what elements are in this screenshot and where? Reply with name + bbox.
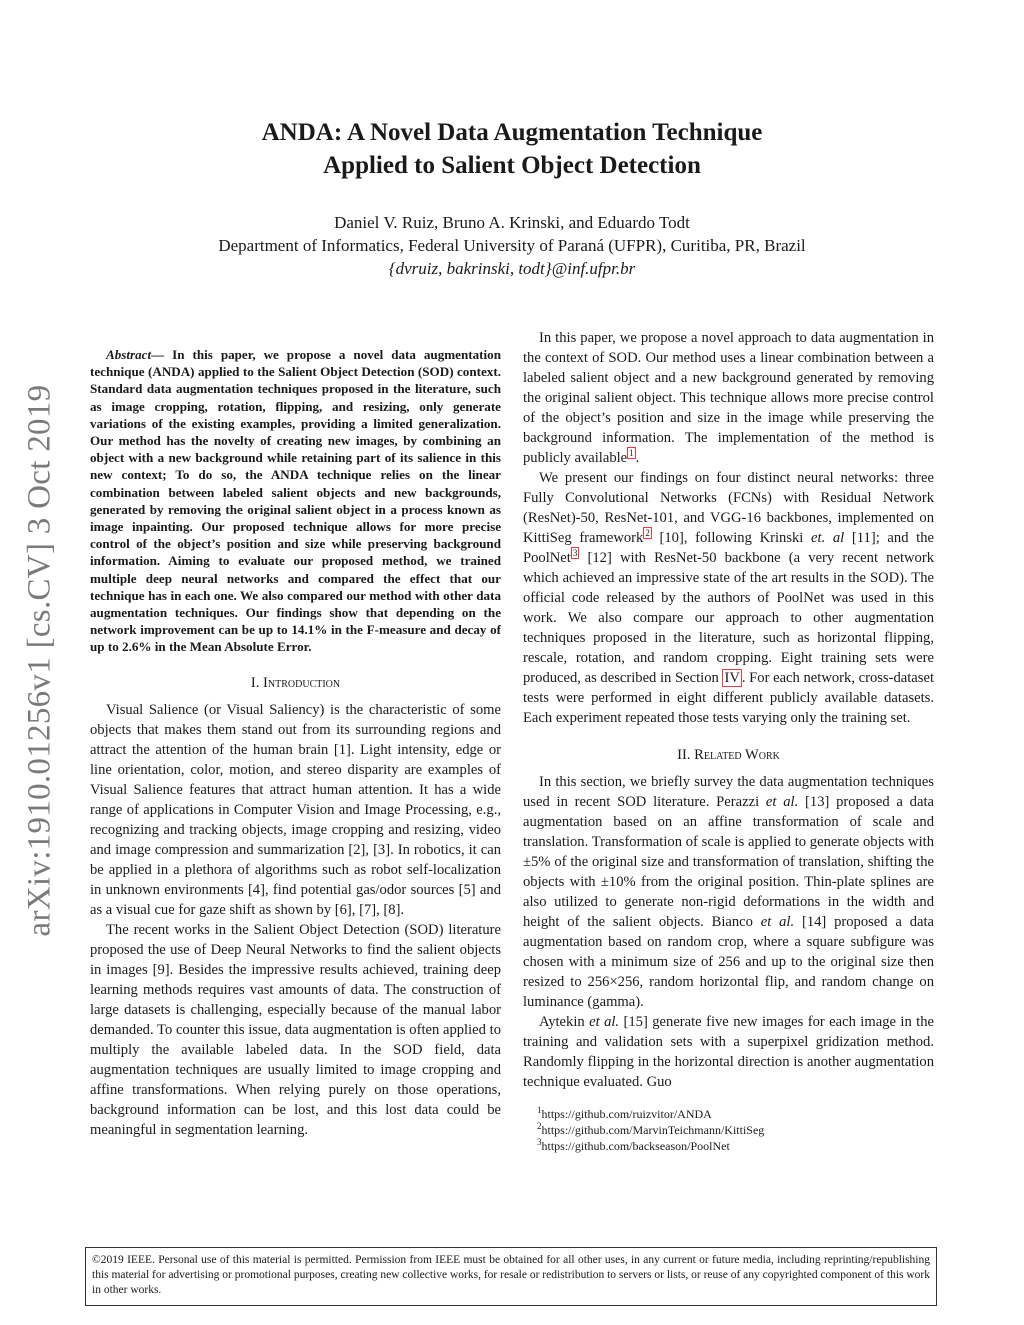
paper-title [120,116,904,182]
section-1-title: Introduction [263,674,341,691]
title-line-1: ANDA: A Novel Data Augmentation Technique [261,119,763,146]
section-1-numeral: I. [250,674,260,691]
author-emails: {dvruiz, bakrinski, todt}@inf.ufpr.br [388,259,636,278]
related-etal-3: et al. [589,1014,620,1030]
intro-paragraph-4-text-b: [10], following Krinski [651,530,812,546]
footnote-3-number: 3 [537,1137,542,1147]
copyright-notice: ©2019 IEEE. Personal use of this material is permitted. Permission from IEEE must be obtained for all other uses, in any current or future media, including reprinting/republishing this material for advertising or promotional purposes, creating new collective works, for resale or redistribution to servers or lists, or reuse of any copyrighted component of this work in other works. [85,1247,937,1306]
related-paragraph-2-text-b: [15] generate five new images for each image in the training and validation sets with a superpixel gridization method. Randomly flipping in the horizontal direction is another augmentation technique evaluated. Guo [523,1014,935,1090]
affiliation: Department of Informatics, Federal University of Paraná (UFPR), Curitiba, PR, Brazil [218,236,806,255]
abstract-label: Abstract [106,347,152,362]
intro-paragraph-3-text: In this paper, we propose a novel approach to data augmentation in the context of SOD. Our method uses a linear combination between a labeled salient object and a new background generated by removing the original salient object. This technique allows more precise control of the object’s position and size in the image while preserving the background information. The implementation of the method is publicly available [523,330,934,466]
footnote-2-link[interactable]: https://github.com/MarvinTeichmann/KittiSeg [541,1123,765,1137]
intro-paragraph-4 [523,468,934,728]
section-ref-iv[interactable]: IV [724,670,740,686]
intro-paragraph-4-text-a: We present our findings on four distinct neural networks: three Fully Convolutional Networks (FCNs) with Residual Network (ResNet)-50, ResNet-101, and VGG-16 backbones, implemented on KittiSeg framework [523,470,934,546]
related-paragraph-2 [523,1012,934,1092]
related-paragraph-1-text-c: [14] proposed a data augmentation based on random crop, where a square subfigure was chosen with a minimum size of 256 and up to the original size then resized to 256×256, random horizontal flip, and random change on luminance (gamma). [523,914,934,1010]
footnote-1-number: 1 [537,1105,542,1115]
arxiv-stamp-text: arXiv:1910.01256v1 [cs.CV] 3 Oct 2019 [21,384,58,936]
footnote-3 [537,1138,934,1154]
footnote-3-link[interactable]: https://github.com/backseason/PoolNet [541,1139,730,1153]
intro-paragraph-4-text-d: [12] with ResNet-50 backbone (a very recent network which achieved an impressive state of the art results in the SOD). The official code released by the authors of PoolNet was used in this work. We also compare our approach to other augmentation techniques proposed in the literature, such as horizontal flipping, rescale, rotation, and random cropping. Eight training sets were produced, as described in Section [523,550,934,686]
title-line-2: Applied to Salient Object Detection [323,152,701,179]
section-2-title: Related Work [694,747,780,763]
abstract [90,346,501,656]
author-block [120,211,904,280]
related-paragraph-1-text-a: In this section, we briefly survey the data augmentation techniques used in recent SOD literature. Perazzi [523,774,934,810]
arxiv-stamp [18,360,62,960]
footnotes [523,1106,934,1154]
intro-paragraph-3: In this paper, we propose a novel approach to data augmentation in the context of SOD. Our method uses a linear combination between a labeled salient object and a new background generated by removing the original salient object. This technique allows more precise control of the object’s position and size in the image while preserving the background information. The implementation of the method is publicly available $^1$ . [523,330,934,466]
related-paragraph-1-text-b: [13] proposed a data augmentation based on an affine transformation of scale and translation. Transformation of scale is applied to generate objects with ±5% of the original size and transformation of translation, shifting the objects with ±10% from the original position. Thin-plate splines are also utilized to generate non-rigid deformations in the width and height of the salient objects. Bianco [523,794,934,930]
related-etal-1: et al. [765,794,799,810]
section-2-numeral: II. [677,747,691,763]
related-etal-2: et al. [760,914,795,930]
intro-paragraph-4-text-e: . For each network, cross-dataset tests were performed in eight different publicly available datasets. Each experiment repeated those tests varying only the training set. [523,670,934,726]
footnote-ref-3[interactable]: 3 [572,548,578,559]
footnote-ref-2[interactable]: 2 [645,528,650,539]
footnote-2 [537,1122,934,1138]
related-paragraph-1 [523,772,934,1012]
section-2-heading [523,746,934,764]
related-paragraph-2-text-a: Aytekin [539,1014,590,1030]
right-column [523,328,934,1154]
footnote-1-link[interactable]: https://github.com/ruizvitor/ANDA [541,1107,712,1121]
left-column [90,346,501,1140]
footnote-ref-1[interactable]: 1 [629,448,634,459]
author-names: Daniel V. Ruiz, Bruno A. Krinski, and Eduardo Todt [334,213,690,232]
intro-paragraph-1: Visual Salience (or Visual Saliency) is the characteristic of some objects that makes them stand out from its surrounding regions and attract the attention of the human brain [1]. Light intensity, edge or line orientation, color, motion, and stereo disparity are examples of Visual Salience features that attract human attention. It has a wide range of applications in Computer Vision and Image Processing, e.g., recognizing and tracking objects, image cropping and resizing, video and image compression and summarization [2], [3]. In robotics, it can be applied in a plethora of algorithms such as robot self-localization in unknown environments [4], find potential gas/odor sources [5] and as a visual cue for gaze shift as shown by [6], [7], [8]. [90,701,501,918]
section-1-heading [90,674,501,692]
footnote-2-number: 2 [537,1121,542,1131]
abstract-text: — In this paper, we propose a novel data augmentation technique (ANDA) applied to the Salient Object Detection (SOD) context. Standard data augmentation techniques proposed in the literature, such as image cropping, rotation, flipping, and resizing, only generate variations of the existing examples, providing a limited generalization. Our method has the novelty of creating new images, by combining an object with a new background while retaining part of its salience in this new context; To do so, the ANDA technique relies on the linear combination between labeled salient objects and new backgrounds, generated by removing the original salient object in a process known as image inpainting. Our proposed technique allows for more precise control of the object’s position and size while preserving background information. Aiming to evaluate our proposed method, we trained multiple deep neural networks and compared the effect that our technique has in each one. We also compared our method with other data augmentation techniques. Our findings show that depending on the network improvement can be up to 14.1% in the F-measure and decay of up to 2.6% in the Mean Absolute Error. [90,347,501,655]
intro-paragraph-2: The recent works in the Salient Object Detection (SOD) literature proposed the use of Deep Neural Networks to find the salient objects in images [9]. Besides the impressive results achieved, training deep learning methods requires vast amounts of data. The construction of large datasets is challenging, especially because of the manual labor demanded. To counter this issue, data augmentation is often applied to multiply the available labeled data. In the SOD field, data augmentation techniques are usually limited to image cropping and affine transformations. When relying purely on those operations, background information can be lost, and this lost data could be meaningful in segmentation learning. [90,921,501,1138]
intro-paragraph-4-text-c: [11]; and the PoolNet [523,530,934,566]
footnote-1 [537,1106,934,1122]
intro-paragraph-4-etal: et. al [811,530,845,546]
